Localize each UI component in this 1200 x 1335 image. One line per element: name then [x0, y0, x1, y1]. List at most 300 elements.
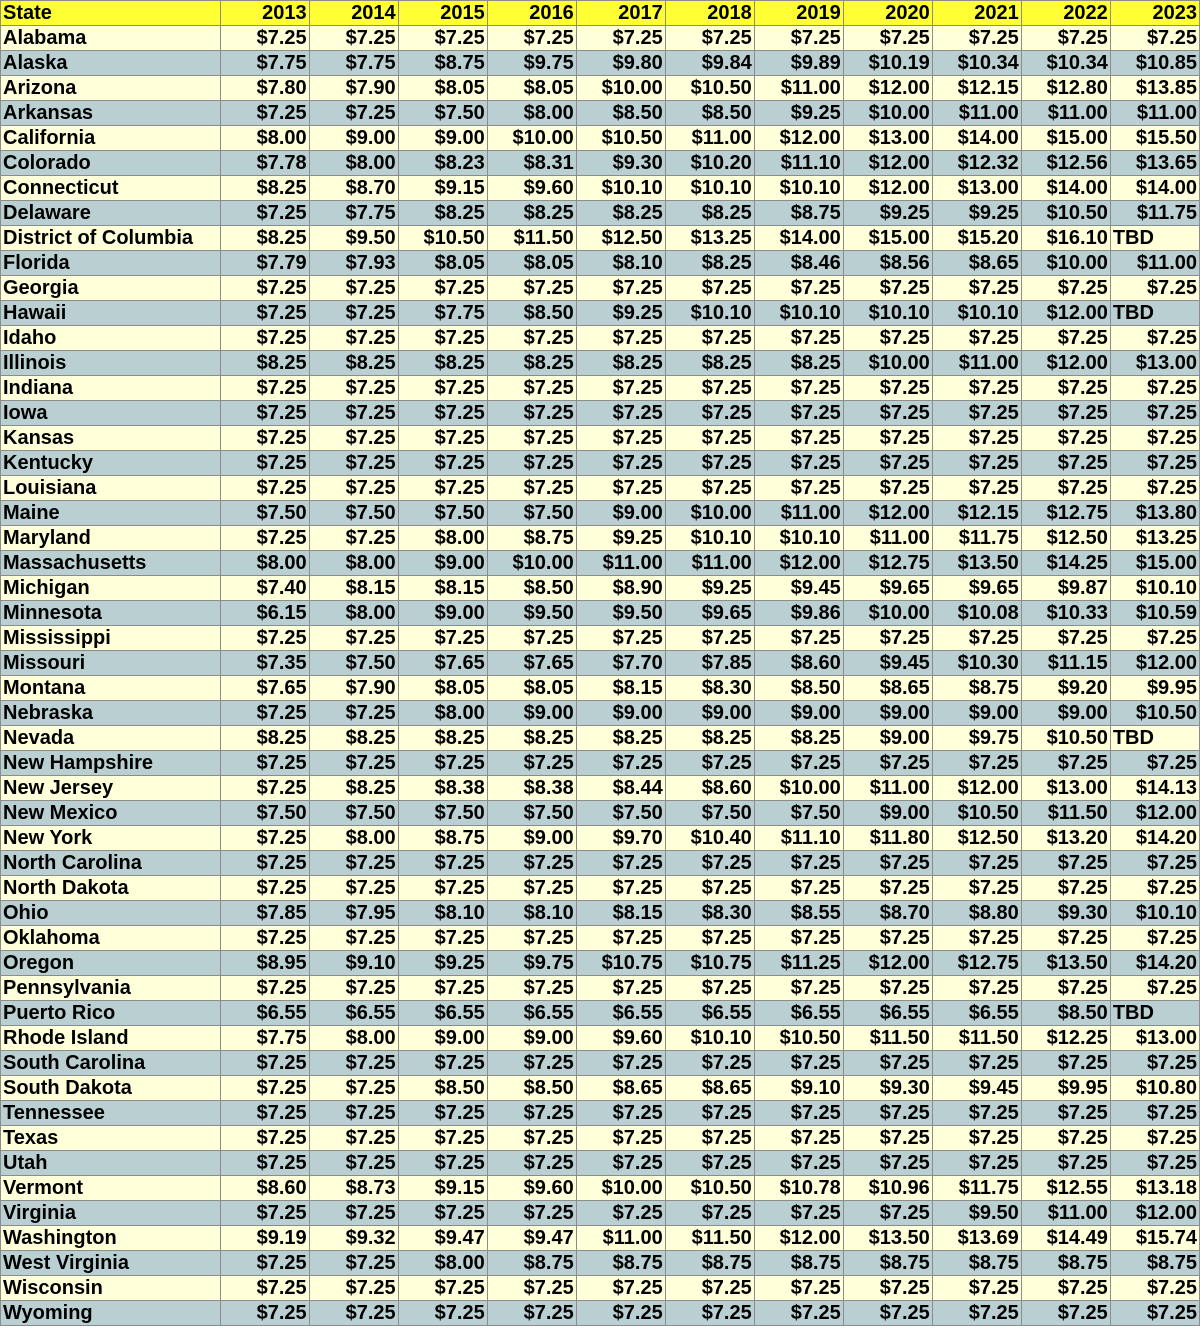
wage-cell[interactable]: $7.25: [487, 326, 576, 351]
wage-cell[interactable]: $7.25: [754, 976, 843, 1001]
wage-cell[interactable]: $9.19: [220, 1226, 309, 1251]
wage-cell[interactable]: $7.90: [309, 676, 398, 701]
wage-cell[interactable]: $11.00: [1110, 251, 1199, 276]
wage-cell[interactable]: $14.25: [1021, 551, 1110, 576]
wage-cell[interactable]: $7.25: [220, 1201, 309, 1226]
header-cell-year[interactable]: 2019: [754, 1, 843, 26]
wage-cell[interactable]: $7.25: [398, 751, 487, 776]
wage-cell[interactable]: $9.50: [932, 1201, 1021, 1226]
wage-cell[interactable]: $7.25: [665, 976, 754, 1001]
wage-cell[interactable]: $7.50: [398, 101, 487, 126]
wage-cell[interactable]: $14.13: [1110, 776, 1199, 801]
header-cell-year[interactable]: 2016: [487, 1, 576, 26]
state-name-cell[interactable]: Michigan: [1, 576, 221, 601]
wage-cell[interactable]: $14.20: [1110, 826, 1199, 851]
wage-cell[interactable]: $7.25: [487, 426, 576, 451]
wage-cell[interactable]: $8.75: [398, 51, 487, 76]
wage-cell[interactable]: $7.50: [398, 801, 487, 826]
wage-cell[interactable]: $7.25: [309, 26, 398, 51]
wage-cell[interactable]: $7.25: [309, 526, 398, 551]
wage-cell[interactable]: $9.70: [576, 826, 665, 851]
wage-cell[interactable]: $7.25: [220, 626, 309, 651]
wage-cell[interactable]: $7.25: [487, 1151, 576, 1176]
wage-cell[interactable]: $9.00: [487, 701, 576, 726]
wage-cell[interactable]: $9.60: [487, 1176, 576, 1201]
wage-cell[interactable]: $11.15: [1021, 651, 1110, 676]
wage-cell[interactable]: $7.50: [220, 801, 309, 826]
wage-cell[interactable]: $9.45: [754, 576, 843, 601]
wage-cell[interactable]: $7.25: [309, 451, 398, 476]
wage-cell[interactable]: $8.25: [487, 351, 576, 376]
wage-cell[interactable]: $13.00: [1021, 776, 1110, 801]
wage-cell[interactable]: $7.25: [398, 326, 487, 351]
wage-cell[interactable]: $7.75: [220, 1026, 309, 1051]
wage-cell[interactable]: $8.00: [398, 526, 487, 551]
wage-cell[interactable]: $15.74: [1110, 1226, 1199, 1251]
wage-cell[interactable]: $7.25: [1021, 26, 1110, 51]
wage-cell[interactable]: $7.25: [1021, 451, 1110, 476]
wage-cell[interactable]: $15.20: [932, 226, 1021, 251]
wage-cell[interactable]: $8.60: [665, 776, 754, 801]
wage-cell[interactable]: $7.25: [1021, 976, 1110, 1001]
wage-cell[interactable]: $14.20: [1110, 951, 1199, 976]
wage-cell[interactable]: $13.00: [1110, 351, 1199, 376]
state-name-cell[interactable]: Ohio: [1, 901, 221, 926]
wage-cell[interactable]: $7.25: [665, 1301, 754, 1326]
wage-cell[interactable]: $7.25: [487, 451, 576, 476]
wage-cell[interactable]: $8.00: [309, 551, 398, 576]
wage-cell[interactable]: $11.00: [932, 351, 1021, 376]
wage-cell[interactable]: $11.00: [665, 551, 754, 576]
wage-cell[interactable]: $7.50: [398, 501, 487, 526]
wage-cell[interactable]: $12.75: [843, 551, 932, 576]
wage-cell[interactable]: $7.25: [843, 626, 932, 651]
wage-cell[interactable]: $7.25: [487, 476, 576, 501]
wage-cell[interactable]: $8.10: [576, 251, 665, 276]
wage-cell[interactable]: $7.25: [665, 1276, 754, 1301]
wage-cell[interactable]: $9.47: [398, 1226, 487, 1251]
wage-cell[interactable]: $7.25: [843, 1051, 932, 1076]
wage-cell[interactable]: $7.25: [754, 401, 843, 426]
wage-cell[interactable]: $7.25: [932, 326, 1021, 351]
wage-cell[interactable]: $13.69: [932, 1226, 1021, 1251]
wage-cell[interactable]: $12.00: [754, 551, 843, 576]
wage-cell[interactable]: $10.50: [1021, 726, 1110, 751]
wage-cell[interactable]: $7.75: [398, 301, 487, 326]
wage-cell[interactable]: $7.25: [665, 476, 754, 501]
wage-cell[interactable]: $8.00: [398, 1251, 487, 1276]
state-name-cell[interactable]: Virginia: [1, 1201, 221, 1226]
wage-cell[interactable]: $8.25: [487, 201, 576, 226]
state-name-cell[interactable]: Tennessee: [1, 1101, 221, 1126]
wage-cell[interactable]: $7.25: [665, 851, 754, 876]
wage-cell[interactable]: $7.25: [309, 701, 398, 726]
wage-cell[interactable]: $7.25: [398, 376, 487, 401]
wage-cell[interactable]: $7.25: [220, 101, 309, 126]
state-name-cell[interactable]: Kansas: [1, 426, 221, 451]
wage-cell[interactable]: $7.25: [843, 1101, 932, 1126]
wage-cell[interactable]: $7.25: [309, 376, 398, 401]
wage-cell[interactable]: $8.90: [576, 576, 665, 601]
wage-cell[interactable]: $7.25: [576, 926, 665, 951]
wage-cell[interactable]: $7.25: [309, 851, 398, 876]
wage-cell[interactable]: $7.25: [576, 1101, 665, 1126]
state-name-cell[interactable]: Iowa: [1, 401, 221, 426]
wage-cell[interactable]: $7.25: [843, 751, 932, 776]
wage-cell[interactable]: $14.00: [1021, 176, 1110, 201]
wage-cell[interactable]: $8.05: [487, 676, 576, 701]
wage-cell[interactable]: $10.10: [1110, 576, 1199, 601]
state-name-cell[interactable]: Nevada: [1, 726, 221, 751]
state-name-cell[interactable]: Arizona: [1, 76, 221, 101]
wage-cell[interactable]: $7.25: [309, 1051, 398, 1076]
wage-cell[interactable]: $8.50: [754, 676, 843, 701]
header-cell-year[interactable]: 2015: [398, 1, 487, 26]
wage-cell[interactable]: $7.25: [1110, 851, 1199, 876]
wage-cell[interactable]: $7.25: [398, 976, 487, 1001]
wage-cell[interactable]: $7.25: [487, 976, 576, 1001]
wage-cell[interactable]: $7.25: [932, 376, 1021, 401]
wage-cell[interactable]: $8.23: [398, 151, 487, 176]
wage-cell[interactable]: $12.00: [843, 951, 932, 976]
wage-cell[interactable]: $8.75: [576, 1251, 665, 1276]
wage-cell[interactable]: $10.08: [932, 601, 1021, 626]
wage-cell[interactable]: $12.00: [754, 1226, 843, 1251]
wage-cell[interactable]: $7.25: [1021, 876, 1110, 901]
wage-cell[interactable]: $7.25: [1110, 476, 1199, 501]
wage-cell[interactable]: TBD: [1110, 1001, 1199, 1026]
wage-cell[interactable]: $7.25: [1110, 401, 1199, 426]
wage-cell[interactable]: $15.00: [1110, 551, 1199, 576]
wage-cell[interactable]: $12.00: [1110, 651, 1199, 676]
state-name-cell[interactable]: Alaska: [1, 51, 221, 76]
wage-cell[interactable]: $8.25: [576, 201, 665, 226]
wage-cell[interactable]: $7.50: [309, 501, 398, 526]
wage-cell[interactable]: $10.50: [665, 1176, 754, 1201]
wage-cell[interactable]: $8.15: [576, 676, 665, 701]
wage-cell[interactable]: $7.75: [309, 201, 398, 226]
wage-cell[interactable]: $7.25: [665, 451, 754, 476]
wage-cell[interactable]: $7.25: [309, 876, 398, 901]
wage-cell[interactable]: $11.00: [843, 776, 932, 801]
wage-cell[interactable]: $7.25: [932, 476, 1021, 501]
wage-cell[interactable]: $10.50: [1021, 201, 1110, 226]
wage-cell[interactable]: $7.25: [576, 1126, 665, 1151]
wage-cell[interactable]: $9.15: [398, 1176, 487, 1201]
wage-cell[interactable]: $7.25: [398, 426, 487, 451]
wage-cell[interactable]: $7.25: [576, 451, 665, 476]
wage-cell[interactable]: $7.25: [576, 276, 665, 301]
wage-cell[interactable]: $7.25: [576, 1301, 665, 1326]
wage-cell[interactable]: $6.55: [576, 1001, 665, 1026]
wage-cell[interactable]: $7.25: [1110, 876, 1199, 901]
wage-cell[interactable]: $7.25: [220, 426, 309, 451]
wage-cell[interactable]: $7.25: [487, 26, 576, 51]
wage-cell[interactable]: $8.75: [665, 1251, 754, 1276]
wage-cell[interactable]: $8.10: [398, 901, 487, 926]
wage-cell[interactable]: $7.25: [754, 1051, 843, 1076]
wage-cell[interactable]: $7.25: [576, 426, 665, 451]
wage-cell[interactable]: $9.60: [576, 1026, 665, 1051]
wage-cell[interactable]: $13.00: [1110, 1026, 1199, 1051]
wage-cell[interactable]: $12.00: [843, 176, 932, 201]
wage-cell[interactable]: $7.25: [220, 26, 309, 51]
wage-cell[interactable]: $9.25: [665, 576, 754, 601]
wage-cell[interactable]: $7.25: [932, 976, 1021, 1001]
wage-cell[interactable]: $7.93: [309, 251, 398, 276]
wage-cell[interactable]: $7.25: [1110, 976, 1199, 1001]
wage-cell[interactable]: $7.25: [220, 1101, 309, 1126]
wage-cell[interactable]: $7.25: [932, 426, 1021, 451]
wage-cell[interactable]: $12.50: [576, 226, 665, 251]
wage-cell[interactable]: $7.25: [487, 751, 576, 776]
wage-cell[interactable]: $8.25: [220, 226, 309, 251]
wage-cell[interactable]: $8.25: [665, 201, 754, 226]
wage-cell[interactable]: $10.34: [1021, 51, 1110, 76]
wage-cell[interactable]: $9.30: [1021, 901, 1110, 926]
wage-cell[interactable]: $7.25: [309, 426, 398, 451]
state-name-cell[interactable]: Arkansas: [1, 101, 221, 126]
wage-cell[interactable]: $7.25: [1110, 1126, 1199, 1151]
wage-cell[interactable]: $11.80: [843, 826, 932, 851]
wage-cell[interactable]: $7.25: [665, 26, 754, 51]
wage-cell[interactable]: $7.25: [220, 301, 309, 326]
wage-cell[interactable]: $7.75: [220, 51, 309, 76]
wage-cell[interactable]: $7.79: [220, 251, 309, 276]
wage-cell[interactable]: $9.50: [487, 601, 576, 626]
wage-cell[interactable]: $7.25: [1021, 1126, 1110, 1151]
wage-cell[interactable]: $7.25: [220, 876, 309, 901]
wage-cell[interactable]: $7.25: [309, 1301, 398, 1326]
wage-cell[interactable]: $8.00: [309, 151, 398, 176]
wage-cell[interactable]: $7.25: [487, 1301, 576, 1326]
wage-cell[interactable]: $8.00: [220, 551, 309, 576]
wage-cell[interactable]: $7.25: [932, 1126, 1021, 1151]
wage-cell[interactable]: $8.25: [309, 351, 398, 376]
wage-cell[interactable]: $10.59: [1110, 601, 1199, 626]
wage-cell[interactable]: $8.70: [843, 901, 932, 926]
wage-cell[interactable]: $13.20: [1021, 826, 1110, 851]
wage-cell[interactable]: $7.25: [1021, 326, 1110, 351]
wage-cell[interactable]: $10.10: [665, 1026, 754, 1051]
wage-cell[interactable]: $7.25: [1110, 26, 1199, 51]
wage-cell[interactable]: $7.25: [487, 1201, 576, 1226]
wage-cell[interactable]: $7.25: [932, 851, 1021, 876]
wage-cell[interactable]: $9.00: [398, 126, 487, 151]
wage-cell[interactable]: $8.95: [220, 951, 309, 976]
wage-cell[interactable]: $7.25: [576, 1201, 665, 1226]
wage-cell[interactable]: $7.25: [309, 301, 398, 326]
wage-cell[interactable]: $7.25: [220, 376, 309, 401]
state-name-cell[interactable]: Texas: [1, 1126, 221, 1151]
wage-cell[interactable]: $7.25: [1021, 926, 1110, 951]
wage-cell[interactable]: $7.25: [843, 1201, 932, 1226]
wage-cell[interactable]: $12.50: [1021, 526, 1110, 551]
wage-cell[interactable]: $12.15: [932, 76, 1021, 101]
wage-cell[interactable]: $8.00: [309, 601, 398, 626]
wage-cell[interactable]: $8.50: [487, 576, 576, 601]
wage-cell[interactable]: $8.05: [398, 676, 487, 701]
wage-cell[interactable]: $7.25: [754, 426, 843, 451]
wage-cell[interactable]: $8.25: [665, 351, 754, 376]
wage-cell[interactable]: $10.00: [576, 76, 665, 101]
wage-cell[interactable]: $8.75: [754, 1251, 843, 1276]
wage-cell[interactable]: $13.25: [665, 226, 754, 251]
wage-cell[interactable]: $7.90: [309, 76, 398, 101]
wage-cell[interactable]: $7.25: [665, 1151, 754, 1176]
wage-cell[interactable]: $10.75: [665, 951, 754, 976]
wage-cell[interactable]: $7.25: [843, 26, 932, 51]
header-cell-state[interactable]: State: [1, 1, 221, 26]
state-name-cell[interactable]: Florida: [1, 251, 221, 276]
wage-cell[interactable]: $7.25: [398, 1101, 487, 1126]
wage-cell[interactable]: $7.25: [398, 926, 487, 951]
wage-cell[interactable]: $10.20: [665, 151, 754, 176]
wage-cell[interactable]: $10.00: [843, 601, 932, 626]
wage-cell[interactable]: $7.25: [1110, 451, 1199, 476]
wage-cell[interactable]: $12.00: [754, 126, 843, 151]
wage-cell[interactable]: $9.00: [843, 701, 932, 726]
wage-cell[interactable]: $11.75: [1110, 201, 1199, 226]
wage-cell[interactable]: $10.40: [665, 826, 754, 851]
wage-cell[interactable]: $7.25: [665, 751, 754, 776]
wage-cell[interactable]: $8.25: [576, 351, 665, 376]
wage-cell[interactable]: $10.78: [754, 1176, 843, 1201]
wage-cell[interactable]: $9.65: [665, 601, 754, 626]
wage-cell[interactable]: $7.25: [932, 626, 1021, 651]
wage-cell[interactable]: $8.75: [1021, 1251, 1110, 1276]
wage-cell[interactable]: $12.00: [1110, 1201, 1199, 1226]
wage-cell[interactable]: $10.80: [1110, 1076, 1199, 1101]
state-name-cell[interactable]: Indiana: [1, 376, 221, 401]
wage-cell[interactable]: $13.50: [1021, 951, 1110, 976]
state-name-cell[interactable]: West Virginia: [1, 1251, 221, 1276]
wage-cell[interactable]: $9.25: [932, 201, 1021, 226]
wage-cell[interactable]: $8.25: [220, 726, 309, 751]
wage-cell[interactable]: $6.55: [754, 1001, 843, 1026]
header-cell-year[interactable]: 2014: [309, 1, 398, 26]
wage-cell[interactable]: $7.25: [398, 1151, 487, 1176]
wage-cell[interactable]: $9.87: [1021, 576, 1110, 601]
wage-cell[interactable]: $7.50: [487, 501, 576, 526]
wage-cell[interactable]: $7.25: [309, 1151, 398, 1176]
wage-cell[interactable]: $6.55: [932, 1001, 1021, 1026]
wage-cell[interactable]: $11.50: [932, 1026, 1021, 1051]
wage-cell[interactable]: $11.00: [1021, 1201, 1110, 1226]
wage-cell[interactable]: $7.25: [220, 476, 309, 501]
wage-cell[interactable]: $7.25: [754, 476, 843, 501]
header-cell-year[interactable]: 2018: [665, 1, 754, 26]
wage-cell[interactable]: $7.25: [1110, 1051, 1199, 1076]
wage-cell[interactable]: $8.75: [487, 1251, 576, 1276]
state-name-cell[interactable]: Massachusetts: [1, 551, 221, 576]
wage-cell[interactable]: $10.00: [487, 126, 576, 151]
wage-cell[interactable]: $7.50: [220, 501, 309, 526]
wage-cell[interactable]: $7.25: [220, 526, 309, 551]
wage-cell[interactable]: $13.18: [1110, 1176, 1199, 1201]
wage-cell[interactable]: $7.25: [576, 976, 665, 1001]
state-name-cell[interactable]: Maine: [1, 501, 221, 526]
state-name-cell[interactable]: Montana: [1, 676, 221, 701]
state-name-cell[interactable]: New Mexico: [1, 801, 221, 826]
wage-cell[interactable]: $12.32: [932, 151, 1021, 176]
wage-cell[interactable]: $7.95: [309, 901, 398, 926]
wage-cell[interactable]: $7.85: [220, 901, 309, 926]
wage-cell[interactable]: $7.25: [487, 1101, 576, 1126]
wage-cell[interactable]: $7.25: [576, 376, 665, 401]
wage-cell[interactable]: $9.47: [487, 1226, 576, 1251]
wage-cell[interactable]: $9.00: [309, 126, 398, 151]
wage-cell[interactable]: $12.00: [932, 776, 1021, 801]
wage-cell[interactable]: $7.25: [398, 401, 487, 426]
wage-cell[interactable]: $7.25: [1110, 376, 1199, 401]
wage-cell[interactable]: $7.25: [309, 326, 398, 351]
wage-cell[interactable]: $7.80: [220, 76, 309, 101]
state-name-cell[interactable]: Pennsylvania: [1, 976, 221, 1001]
wage-cell[interactable]: $11.75: [932, 526, 1021, 551]
wage-cell[interactable]: $8.50: [487, 1076, 576, 1101]
wage-cell[interactable]: $10.00: [843, 351, 932, 376]
wage-cell[interactable]: $6.55: [843, 1001, 932, 1026]
wage-cell[interactable]: $7.25: [1021, 426, 1110, 451]
wage-cell[interactable]: $7.25: [220, 701, 309, 726]
wage-cell[interactable]: $9.80: [576, 51, 665, 76]
wage-cell[interactable]: $9.00: [754, 701, 843, 726]
state-name-cell[interactable]: Nebraska: [1, 701, 221, 726]
wage-cell[interactable]: $7.25: [309, 1276, 398, 1301]
wage-cell[interactable]: $7.25: [1021, 401, 1110, 426]
wage-cell[interactable]: $8.25: [487, 726, 576, 751]
wage-cell[interactable]: $8.00: [398, 701, 487, 726]
wage-cell[interactable]: $8.65: [843, 676, 932, 701]
wage-cell[interactable]: $7.25: [754, 1101, 843, 1126]
wage-cell[interactable]: $7.25: [220, 1126, 309, 1151]
wage-cell[interactable]: $9.95: [1021, 1076, 1110, 1101]
wage-cell[interactable]: $10.10: [754, 176, 843, 201]
wage-cell[interactable]: $8.25: [309, 776, 398, 801]
state-name-cell[interactable]: Kentucky: [1, 451, 221, 476]
wage-cell[interactable]: $9.75: [487, 51, 576, 76]
wage-cell[interactable]: $7.25: [754, 276, 843, 301]
wage-cell[interactable]: $7.25: [932, 1276, 1021, 1301]
header-cell-year[interactable]: 2023: [1110, 1, 1199, 26]
wage-cell[interactable]: $6.15: [220, 601, 309, 626]
wage-cell[interactable]: $7.25: [665, 626, 754, 651]
wage-cell[interactable]: $7.25: [576, 751, 665, 776]
wage-cell[interactable]: $7.25: [576, 326, 665, 351]
wage-cell[interactable]: $9.00: [398, 551, 487, 576]
wage-cell[interactable]: $7.25: [1110, 276, 1199, 301]
wage-cell[interactable]: $8.75: [398, 826, 487, 851]
wage-cell[interactable]: $9.84: [665, 51, 754, 76]
state-name-cell[interactable]: Illinois: [1, 351, 221, 376]
wage-cell[interactable]: $7.25: [398, 26, 487, 51]
wage-cell[interactable]: $7.25: [754, 751, 843, 776]
wage-cell[interactable]: $8.25: [398, 726, 487, 751]
wage-cell[interactable]: $7.25: [220, 1076, 309, 1101]
wage-cell[interactable]: $7.50: [754, 801, 843, 826]
wage-cell[interactable]: $7.50: [576, 801, 665, 826]
state-name-cell[interactable]: Oregon: [1, 951, 221, 976]
state-name-cell[interactable]: Delaware: [1, 201, 221, 226]
wage-cell[interactable]: $10.00: [754, 776, 843, 801]
wage-cell[interactable]: $7.25: [665, 276, 754, 301]
wage-cell[interactable]: $9.15: [398, 176, 487, 201]
wage-cell[interactable]: $8.25: [220, 351, 309, 376]
wage-cell[interactable]: $9.30: [843, 1076, 932, 1101]
wage-cell[interactable]: $8.50: [1021, 1001, 1110, 1026]
wage-cell[interactable]: $7.25: [1110, 426, 1199, 451]
